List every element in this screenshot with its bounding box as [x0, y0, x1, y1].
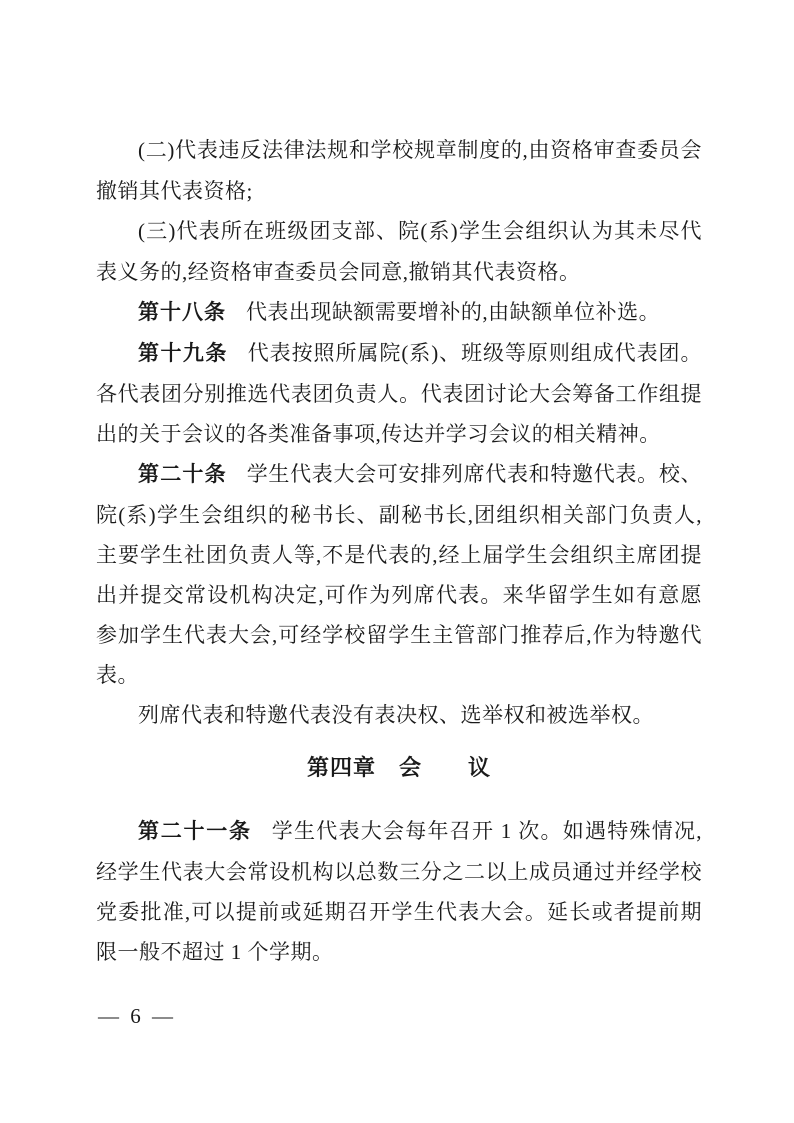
article-number: 第二十条 — [138, 463, 227, 486]
page-number: — 6 — — [98, 1004, 176, 1028]
paragraph-article-21 — [96, 811, 702, 972]
document-body — [96, 130, 702, 972]
paragraph-item-3 — [96, 211, 702, 292]
paragraph-article-20 — [96, 454, 702, 695]
paragraph-text: (二)代表违反法律法规和学校规章制度的,由资格审查委员会撤销其代表资格; — [96, 138, 702, 203]
article-number: 第二十一条 — [138, 820, 252, 843]
paragraph-article-19 — [96, 333, 702, 454]
paragraph-text: (三)代表所在班级团支部、院(系)学生会组织认为其未尽代表义务的,经资格审查委员会同意,撤销其代表资格。 — [96, 219, 702, 284]
article-number: 第十八条 — [138, 301, 226, 324]
paragraph-article-18 — [96, 292, 702, 333]
chapter-heading: 第四章 会 议 — [306, 755, 491, 780]
paragraph-text: 学生代表大会可安排列席代表和特邀代表。校、院(系)学生会组织的秘书长、副秘书长,团组织相关部门负责人,主要学生社团负责人等,不是代表的,经上届学生会组织主席团提出并提交常设机构决定,可作为列席代表。来华留学生如有意愿参加学生代表大会,可经学校留学生主管部门推荐后,作为特邀代表。 — [96, 462, 703, 687]
paragraph-text: 代表出现缺额需要增补的,由缺额单位补选。 — [245, 300, 661, 324]
article-number: 第十九条 — [138, 342, 228, 365]
paragraph-item-2 — [96, 130, 702, 211]
paragraph-text: 列席代表和特邀代表没有表决权、选举权和被选举权。 — [138, 703, 654, 727]
paragraph-text: 学生代表大会每年召开 1 次。如遇特殊情况,经学生代表大会常设机构以总数三分之二以上成员通过并经学校党委批准,可以提前或延期召开学生代表大会。延长或者提前期限一般不超过 1 个学期。 — [96, 819, 703, 964]
paragraph-note — [96, 695, 702, 736]
paragraph-text: 代表按照所属院(系)、班级等原则组成代表团。各代表团分别推选代表团负责人。代表团讨论大会筹备工作组提出的关于会议的各类准备事项,传达并学习会议的相关精神。 — [96, 341, 702, 446]
